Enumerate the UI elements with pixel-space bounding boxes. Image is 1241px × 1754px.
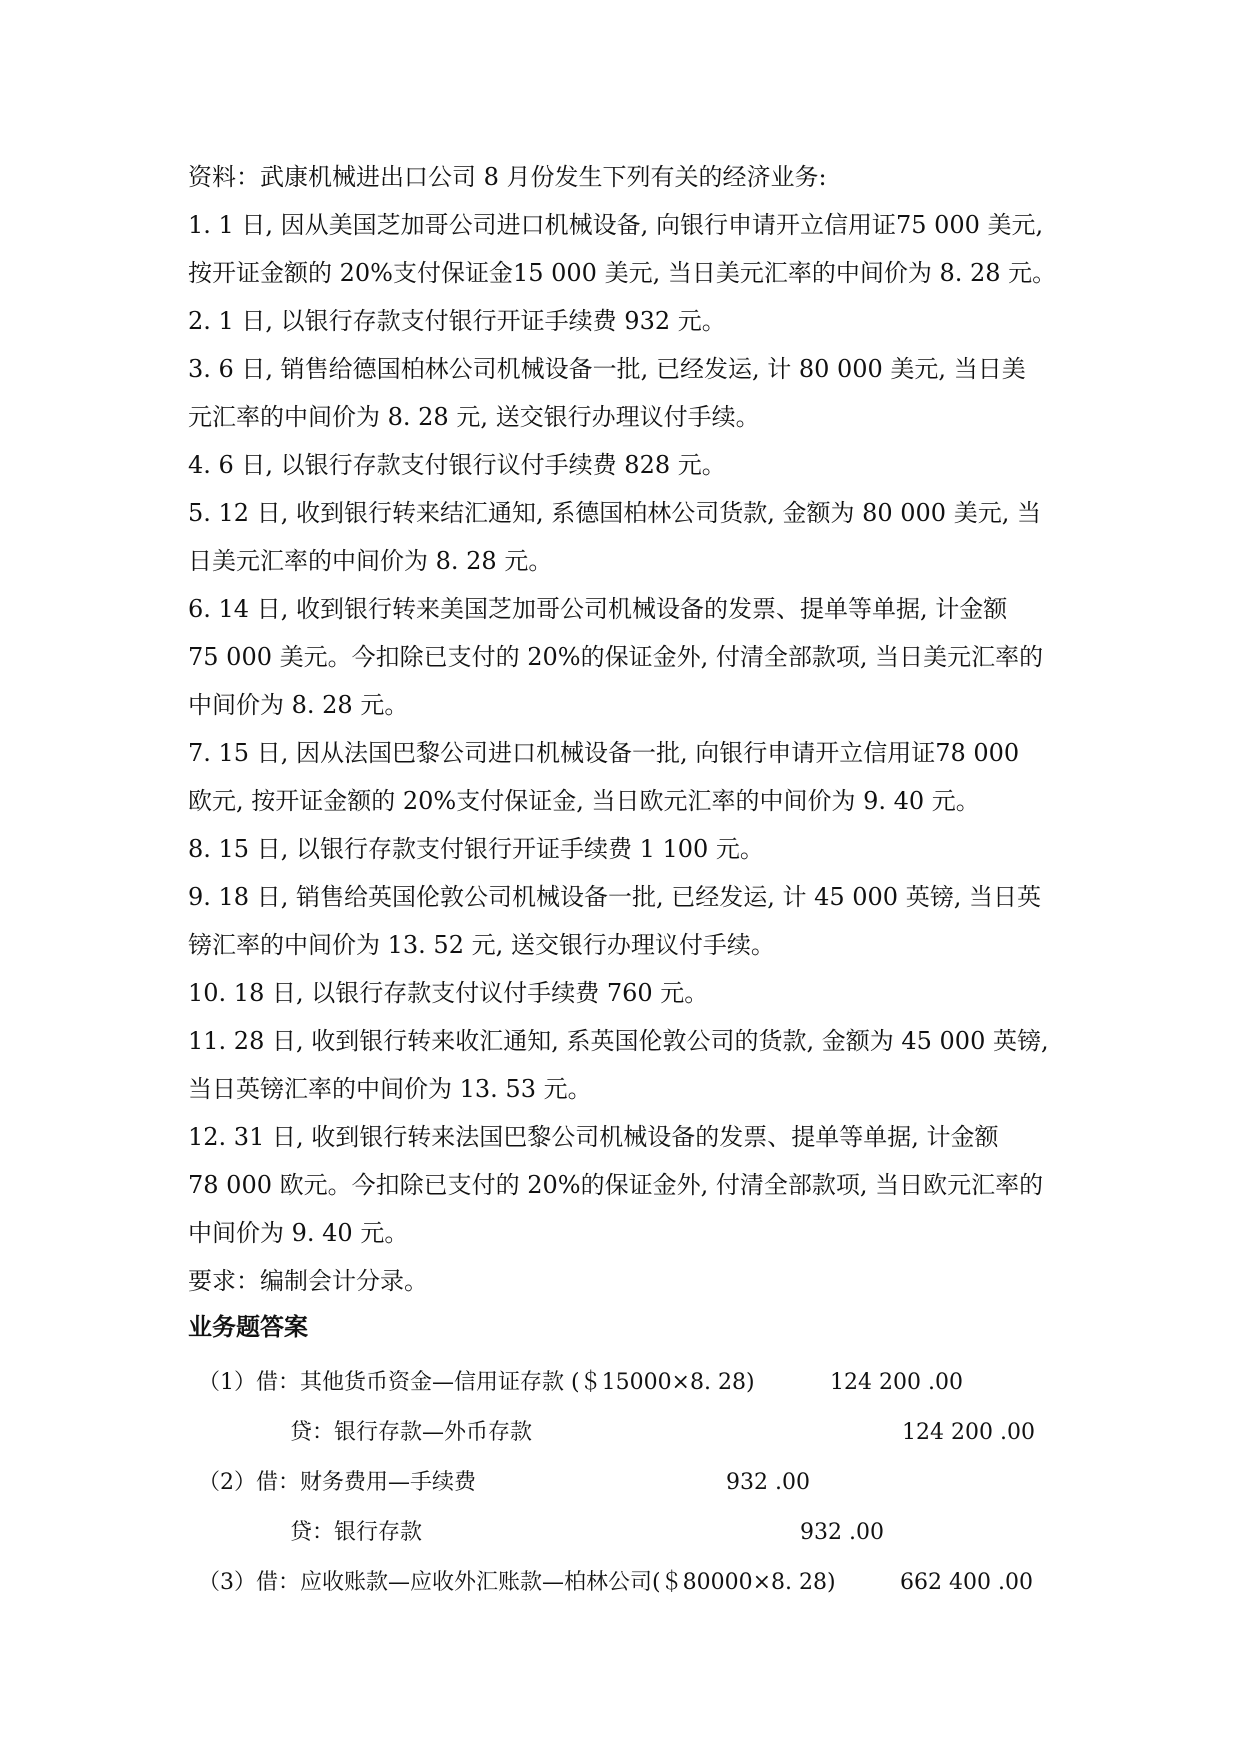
material-line: 1. 1 日, 因从美国芝加哥公司进口机械设备, 向银行申请开立信用证75 000 美元, xyxy=(188,211,1044,239)
material-line: 11. 28 日, 收到银行转来收汇通知, 系英国伦敦公司的货款, 金额为 45 000 英镑, xyxy=(188,1027,1049,1055)
entry-1-credit-label: 贷：银行存款—外币存款 xyxy=(290,1420,533,1445)
entry-1-debit-amount: 124 200 .00 xyxy=(830,1370,963,1395)
answers-heading: 业务题答案 xyxy=(188,1312,308,1341)
material-line: 7. 15 日, 因从法国巴黎公司进口机械设备一批, 向银行申请开立信用证78 000 xyxy=(188,739,1020,767)
material-line: 元汇率的中间价为 8. 28 元, 送交银行办理议付手续。 xyxy=(188,403,760,431)
entry-3-debit-amount: 662 400 .00 xyxy=(900,1570,1033,1595)
material-line: 2. 1 日, 以银行存款支付银行开证手续费 932 元。 xyxy=(188,307,726,335)
entry-2-debit-label: （2）借：财务费用—手续费 xyxy=(198,1470,476,1495)
material-line: 78 000 欧元。今扣除已支付的 20%的保证金外, 付清全部款项, 当日欧元汇率的 xyxy=(188,1171,1044,1199)
requirement: 要求：编制会计分录。 xyxy=(188,1267,428,1295)
material-line: 当日英镑汇率的中间价为 13. 53 元。 xyxy=(188,1075,592,1103)
material-line: 12. 31 日, 收到银行转来法国巴黎公司机械设备的发票、提单等单据, 计金额 xyxy=(188,1123,999,1151)
material-line: 6. 14 日, 收到银行转来美国芝加哥公司机械设备的发票、提单等单据, 计金额 xyxy=(188,595,1008,623)
material-intro: 资料：武康机械进出口公司 8 月份发生下列有关的经济业务: xyxy=(188,163,827,191)
material-line: 5. 12 日, 收到银行转来结汇通知, 系德国柏林公司货款, 金额为 80 000 美元, 当 xyxy=(188,499,1041,527)
entry-2-debit-amount: 932 .00 xyxy=(726,1470,810,1495)
entry-1-credit-amount: 124 200 .00 xyxy=(902,1420,1035,1445)
material-line: 10. 18 日, 以银行存款支付议付手续费 760 元。 xyxy=(188,979,709,1007)
entry-2-credit-amount: 932 .00 xyxy=(800,1520,884,1545)
entry-1-debit-label: （1）借：其他货币资金—信用证存款 (＄15000×8. 28) xyxy=(198,1370,755,1395)
material-line: 9. 18 日, 销售给英国伦敦公司机械设备一批, 已经发运, 计 45 000 英镑, 当日英 xyxy=(188,883,1041,911)
material-line: 75 000 美元。今扣除已支付的 20%的保证金外, 付清全部款项, 当日美元汇率的 xyxy=(188,643,1044,671)
material-line: 欧元, 按开证金额的 20%支付保证金, 当日欧元汇率的中间价为 9. 40 元。 xyxy=(188,787,980,815)
material-line: 中间价为 9. 40 元。 xyxy=(188,1219,409,1247)
material-line: 8. 15 日, 以银行存款支付银行开证手续费 1 100 元。 xyxy=(188,835,764,863)
entry-2-credit-label: 贷：银行存款 xyxy=(290,1520,423,1545)
material-line: 镑汇率的中间价为 13. 52 元, 送交银行办理议付手续。 xyxy=(188,931,775,959)
material-line: 按开证金额的 20%支付保证金15 000 美元, 当日美元汇率的中间价为 8. 28 元。 xyxy=(188,259,1057,287)
material-line: 4. 6 日, 以银行存款支付银行议付手续费 828 元。 xyxy=(188,451,726,479)
material-line: 日美元汇率的中间价为 8. 28 元。 xyxy=(188,547,553,575)
material-line: 中间价为 8. 28 元。 xyxy=(188,691,409,719)
entry-3-debit-label: （3）借：应收账款—应收外汇账款—柏林公司(＄80000×8. 28) xyxy=(198,1570,836,1595)
material-line: 3. 6 日, 销售给德国柏林公司机械设备一批, 已经发运, 计 80 000 美元, 当日美 xyxy=(188,355,1026,383)
